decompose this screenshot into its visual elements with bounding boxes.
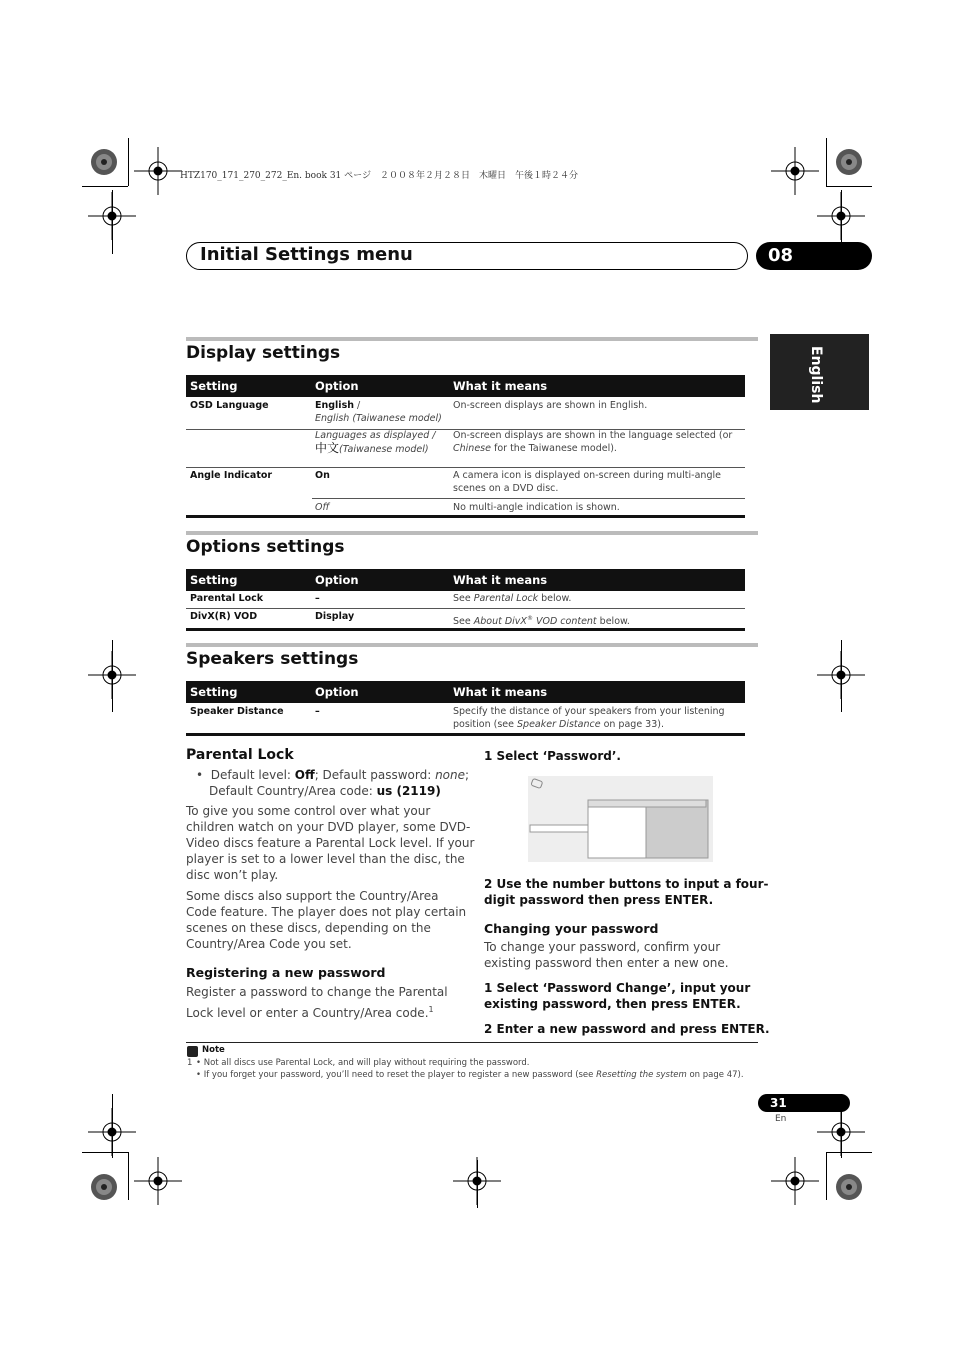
col-option: Option xyxy=(315,573,359,587)
note-icon xyxy=(187,1046,198,1057)
menu-screen-illustration xyxy=(528,776,713,862)
meaning-parental-lock: See Parental Lock below. xyxy=(453,593,572,604)
col-setting: Setting xyxy=(190,685,238,699)
setting-angle-indicator: Angle Indicator xyxy=(190,470,273,481)
step-new-password: 2 Enter a new password and press ENTER. xyxy=(484,1022,770,1036)
col-setting: Setting xyxy=(190,379,238,393)
col-option: Option xyxy=(315,379,359,393)
options-settings-title: Options settings xyxy=(186,537,345,557)
default-bullet: • Default level: Off; Default password: none; Default Country/Area code: us (2119) xyxy=(196,768,470,798)
meaning-angle-on: A camera icon is displayed on-screen during multi-angle scenes on a DVD disc. xyxy=(453,470,721,494)
setting-divx-vod: DivX(R) VOD xyxy=(190,611,258,622)
password-menu-screen xyxy=(528,776,713,862)
page-number: 31 xyxy=(758,1094,850,1112)
note-item-1: • Not all discs use Parental Lock, and will play without requiring the password. xyxy=(196,1058,530,1068)
setting-parental-lock: Parental Lock xyxy=(190,593,264,604)
option-dash: – xyxy=(315,706,320,717)
option-english: English / English (Taiwanese model) xyxy=(315,400,442,424)
page-title: Initial Settings menu xyxy=(200,244,413,265)
meaning-angle-off: No multi-angle indication is shown. xyxy=(453,502,620,513)
col-meaning: What it means xyxy=(453,685,548,699)
book-file-line: HTZ170_171_270_272_En. book 31 ページ ２００８年２月２８日 木曜日 午後１時２４分 xyxy=(180,171,578,181)
note-item-2: • If you forget your password, you’ll need to reset the player to register a new password (see Resetting the system on page 47). xyxy=(196,1070,744,1080)
language-tab-label: English xyxy=(808,346,824,404)
section-rule xyxy=(186,531,758,535)
register-password-body: Register a password to change the Parental Lock level or enter a Country/Area code.$^1$ xyxy=(186,985,448,1020)
meaning-speaker-distance: Specify the distance of your speakers from your listening position (see Speaker Distance on page 33). xyxy=(453,706,725,730)
option-dash: – xyxy=(315,593,320,604)
meaning-osd-english: On-screen displays are shown in English. xyxy=(453,400,648,411)
col-meaning: What it means xyxy=(453,379,548,393)
col-option: Option xyxy=(315,685,359,699)
page-language: En xyxy=(775,1114,787,1124)
changing-password-body: To change your password, confirm your existing password then enter a new one. xyxy=(484,940,729,970)
setting-osd-language: OSD Language xyxy=(190,400,269,411)
parental-lock-heading: Parental Lock xyxy=(186,747,294,763)
setting-speaker-distance: Speaker Distance xyxy=(190,706,284,717)
option-off: Off xyxy=(315,502,330,513)
changing-password-heading: Changing your password xyxy=(484,921,659,936)
col-setting: Setting xyxy=(190,573,238,587)
note-label: Note xyxy=(202,1045,225,1055)
step-input-password: 2 Use the number buttons to input a four- digit password then press ENTER. xyxy=(484,877,769,907)
display-table-header xyxy=(186,375,745,397)
speakers-settings-title: Speakers settings xyxy=(186,649,359,669)
speakers-table-header xyxy=(186,681,745,703)
section-rule xyxy=(186,643,758,647)
section-rule xyxy=(186,337,758,341)
register-password-heading: Registering a new password xyxy=(186,965,386,980)
option-languages: Languages as displayed / 中文(Taiwanese model) xyxy=(315,430,436,455)
meaning-osd-languages: On-screen displays are shown in the language selected (or Chinese for the Taiwanese model). xyxy=(453,430,733,454)
step-password-change: 1 Select ‘Password Change’, input your existing password, then press ENTER. xyxy=(484,981,751,1011)
col-meaning: What it means xyxy=(453,573,548,587)
chapter-badge: 08 xyxy=(756,242,872,270)
parental-paragraph-1: To give you some control over what your children watch on your DVD player, some DVD- Video discs feature a Parental Lock level. If your player is set to a lower level than the disc, the disc won’t play. xyxy=(186,804,475,882)
meaning-divx-vod: See About DivX® VOD content below. xyxy=(453,615,630,628)
note-number: 1 xyxy=(187,1058,193,1068)
options-table-header xyxy=(186,569,745,591)
parental-paragraph-2: Some discs also support the Country/Area Code feature. The player does not play certain scenes on these discs, depending on the Country/Area Code you set. xyxy=(186,889,467,951)
option-on: On xyxy=(315,470,330,481)
display-settings-title: Display settings xyxy=(186,343,341,363)
step-select-password: 1 Select ‘Password’. xyxy=(484,749,621,763)
language-tab xyxy=(770,334,869,410)
option-display: Display xyxy=(315,611,355,622)
